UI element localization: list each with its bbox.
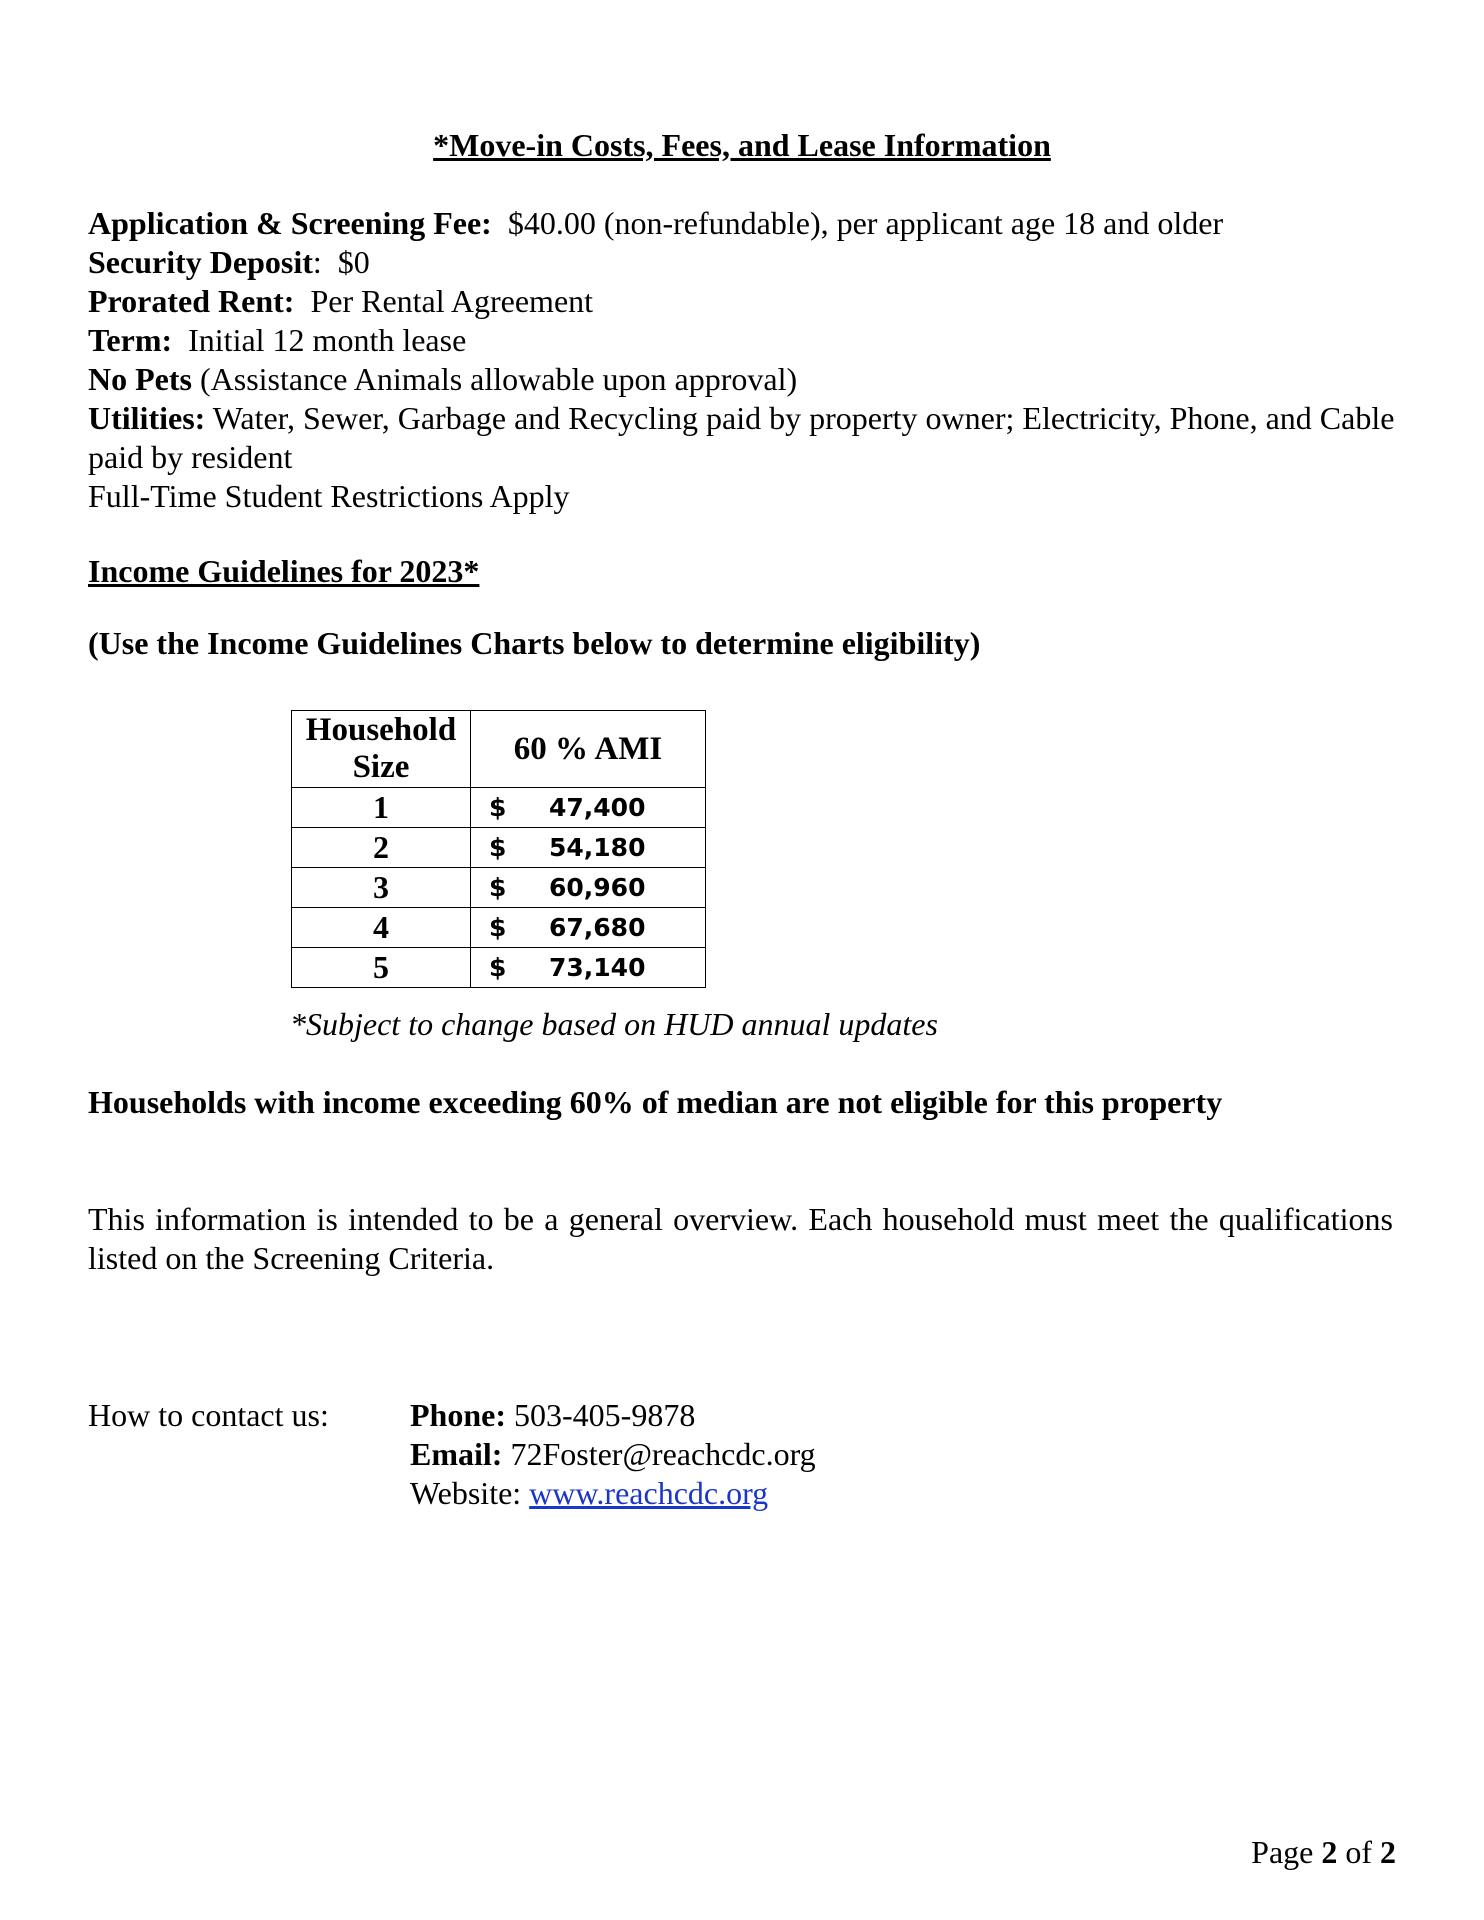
prorated-rent-label: Prorated Rent:: [88, 283, 295, 319]
currency-symbol: $: [489, 913, 507, 942]
hud-footnote: *Subject to change based on HUD annual updates: [290, 1006, 938, 1042]
phone-line: [410, 1396, 816, 1435]
page-of: of: [1345, 1834, 1372, 1870]
term-line: [88, 321, 1398, 360]
website-label: Website:: [410, 1475, 522, 1511]
header-ami: 60 % AMI: [471, 711, 706, 788]
ami-amount: 54,180: [549, 833, 646, 862]
utilities-line: [88, 399, 1398, 477]
income-table: [291, 710, 706, 988]
currency-symbol: $: [489, 793, 507, 822]
page-current: 2: [1321, 1834, 1338, 1870]
income-heading: Income Guidelines for 2023*: [88, 553, 480, 589]
website-link[interactable]: www.reachcdc.org: [529, 1475, 769, 1511]
page-title: *Move-in Costs, Fees, and Lease Information: [433, 127, 1051, 163]
utilities-value: Water, Sewer, Garbage and Recycling paid by property owner; Electricity, Phone, and Cable paid by resident: [88, 400, 1395, 475]
currency-symbol: $: [489, 873, 507, 902]
page-number: [1251, 1833, 1396, 1872]
phone-number: 503-405-9878: [514, 1397, 696, 1433]
table-row: [292, 948, 706, 988]
application-fee-label: Application & Screening Fee:: [88, 205, 492, 241]
ami-value-cell: [471, 828, 706, 868]
household-size-cell: 1: [292, 788, 471, 828]
ami-amount: 67,680: [549, 913, 646, 942]
table-row: [292, 908, 706, 948]
pets-label: No Pets: [88, 361, 192, 397]
table-row: [292, 788, 706, 828]
income-note: (Use the Income Guidelines Charts below to determine eligibility): [88, 625, 981, 661]
household-size-cell: 5: [292, 948, 471, 988]
household-size-cell: 2: [292, 828, 471, 868]
overview-paragraph: [88, 1200, 1393, 1278]
currency-symbol: $: [489, 833, 507, 862]
application-fee-line: [88, 204, 1398, 243]
page-total: 2: [1380, 1834, 1396, 1870]
security-deposit-value: : $0: [312, 244, 370, 280]
security-deposit-line: [88, 243, 1398, 282]
security-deposit-label: Security Deposit: [88, 244, 313, 280]
pets-line: [88, 360, 1398, 399]
overview-text: This information is intended to be a general overview. Each household must meet the qualifications listed on the Screening Criteria.: [88, 1201, 1393, 1276]
website-line: [410, 1474, 816, 1513]
table-row: [292, 868, 706, 908]
ami-value-cell: [471, 868, 706, 908]
ami-value-cell: [471, 948, 706, 988]
term-label: Term:: [88, 322, 173, 358]
eligibility-statement: Households with income exceeding 60% of median are not eligible for this property: [88, 1084, 1223, 1120]
application-fee-value: $40.00 (non-refundable), per applicant age 18 and older: [507, 205, 1224, 241]
phone-label: Phone:: [410, 1397, 506, 1433]
ami-value-cell: [471, 908, 706, 948]
currency-symbol: $: [489, 953, 507, 982]
prorated-rent-line: [88, 282, 1398, 321]
ami-amount: 73,140: [549, 953, 646, 982]
ami-value-cell: [471, 788, 706, 828]
pets-value: (Assistance Animals allowable upon approval): [199, 361, 798, 397]
term-value: Initial 12 month lease: [188, 322, 467, 358]
lease-info: [88, 204, 1398, 516]
contact-label: How to contact us:: [88, 1397, 329, 1433]
contact-details: [410, 1396, 816, 1513]
header-household-size: Household Size: [292, 711, 471, 788]
email-address: 72Foster@reachcdc.org: [510, 1436, 816, 1472]
page-prefix: Page: [1251, 1834, 1314, 1870]
household-size-cell: 3: [292, 868, 471, 908]
table-row: [292, 828, 706, 868]
household-size-cell: 4: [292, 908, 471, 948]
utilities-label: Utilities:: [88, 400, 206, 436]
prorated-rent-value: Per Rental Agreement: [310, 283, 594, 319]
email-label: Email:: [410, 1436, 503, 1472]
ami-amount: 47,400: [549, 793, 646, 822]
email-line: [410, 1435, 816, 1474]
student-restrictions: Full-Time Student Restrictions Apply: [88, 478, 570, 514]
ami-amount: 60,960: [549, 873, 646, 902]
income-table-header: [292, 711, 706, 788]
